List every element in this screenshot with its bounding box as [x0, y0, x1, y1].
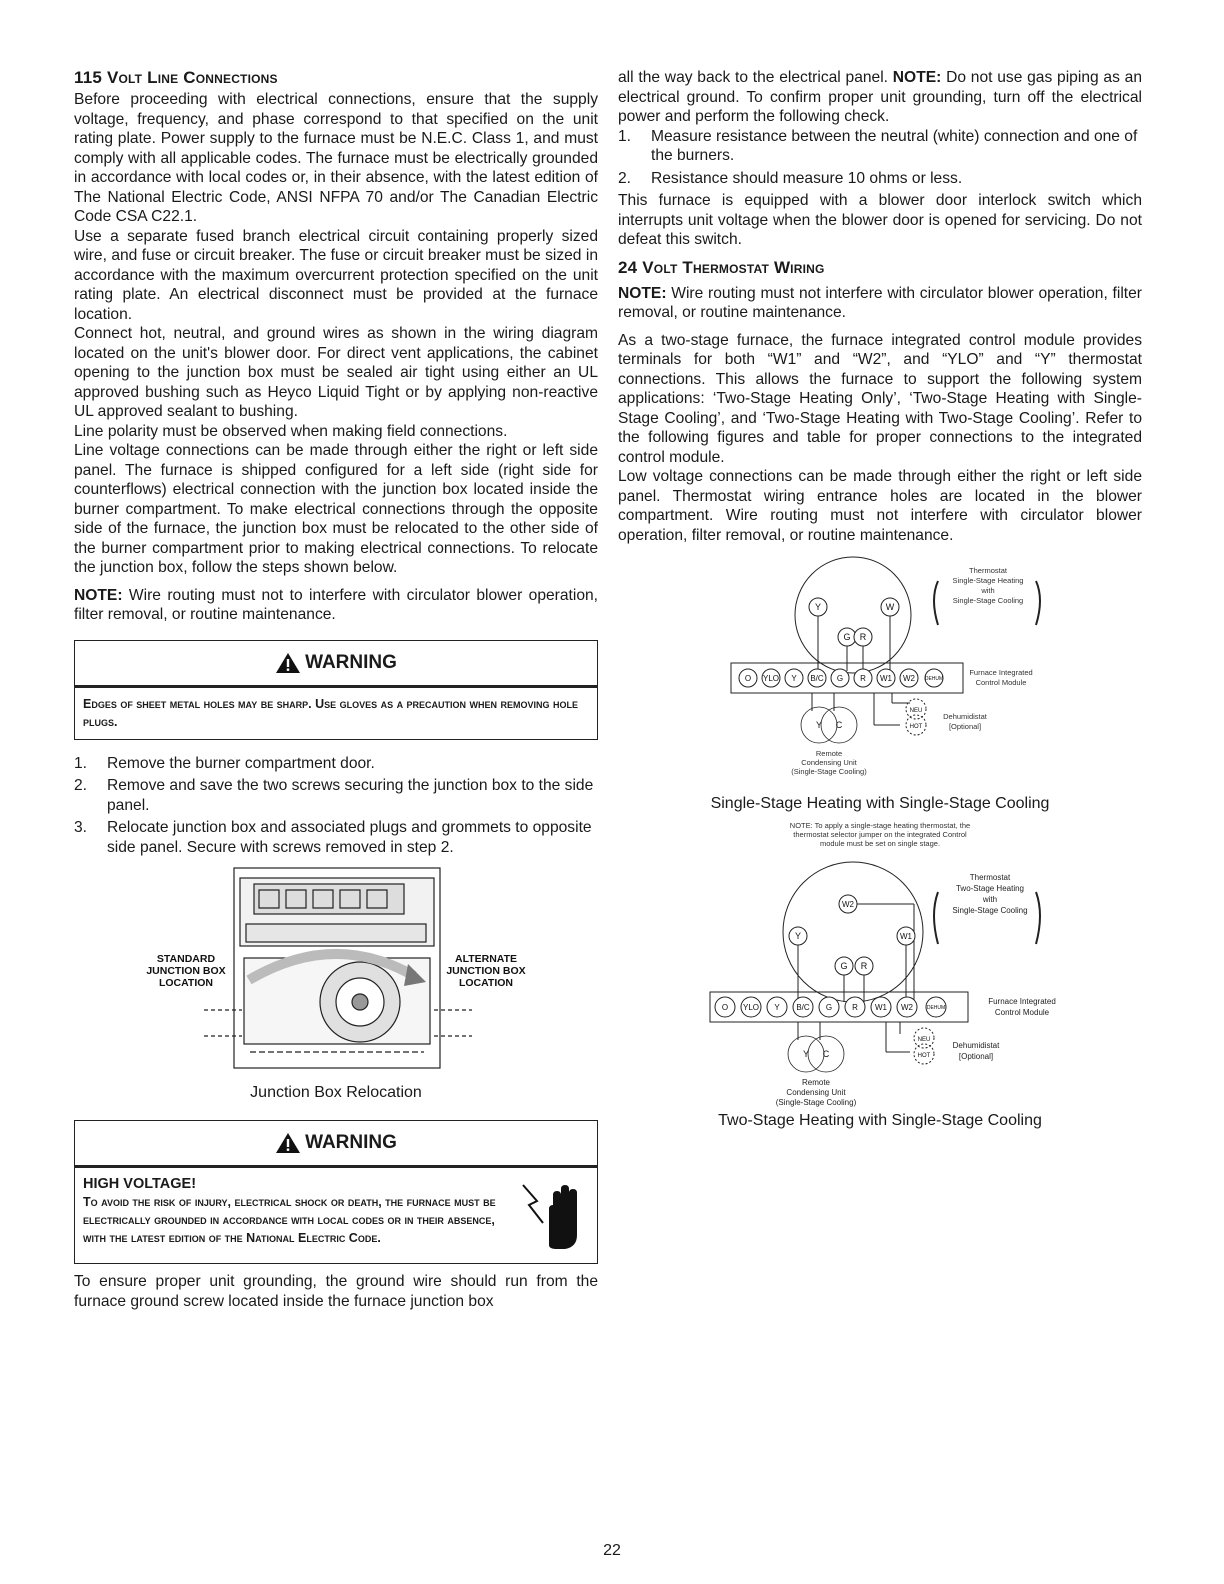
dehumidistat-label: Dehumidistat	[952, 1041, 1000, 1050]
module-terminal: B/C	[810, 674, 824, 683]
paragraph: Connect hot, neutral, and ground wires as shown in the wiring diagram located on the unit's blower door. For direct vent applications, the cabinet opening to the junction box must be sealed air tight using either an UL approved bushing such as Heyco Liquid Tight or by applying non-reactive UL approved sealant to bushing.	[74, 325, 598, 420]
module-terminal: W2	[903, 674, 915, 683]
paragraph: Use a separate fused branch electrical circuit containing properly sized wire, and fuse or circuit breaker. The fuse or circuit breaker must be sized in accordance with the maximum overcurrent protection specified on the unit rating plate. An electrical disconnect must be provided at the furnace location.	[74, 227, 598, 323]
module-label: Control Module	[975, 678, 1027, 687]
electric-shock-hand-icon	[509, 1175, 589, 1255]
remote-terminal: Y	[802, 1049, 810, 1059]
thermostat-label: Single-Stage Heating	[952, 576, 1024, 585]
list-item: 2. Resistance should measure 10 ohms or less.	[618, 169, 963, 187]
paragraph: Low voltage connections can be made through either the right or left side panel. Thermostat wiring entrance holes are located in the blower compartment. Wire routing must not interfere with circulator blower operation, filter removal, or routine maintenance.	[618, 468, 1142, 544]
thermostat-label: Two-Stage Heating	[955, 884, 1025, 893]
thermostat-terminal: W	[885, 602, 895, 612]
note: NOTE: Wire routing must not to interfere with circulator blower operation, filter removal, or routine maintenance.	[74, 586, 598, 623]
wiring-diagram-single-stage	[618, 551, 1142, 795]
warning-box-high-voltage	[74, 1120, 598, 1264]
warning-text: To avoid the risk of injury, electrical shock or death, the furnace must be electrically grounded in accordance with local codes or in their absence, with the latest edition of the National Electric Code.	[83, 1195, 496, 1245]
furnace-illustration	[204, 868, 472, 1068]
diagram-note: NOTE: To apply a single-stage heating thermostat, the thermostat selector jumper on the integrated Control module must be set on single stage.	[789, 821, 971, 848]
thermostat-terminal: Y	[794, 931, 802, 941]
module-terminal: G	[836, 674, 844, 683]
module-label: Furnace Integrated	[988, 997, 1056, 1006]
thermostat-label: Thermostat	[969, 566, 1007, 575]
module-terminal: YLO	[762, 674, 780, 683]
note: NOTE: Wire routing must not interfere with circulator blower operation, filter removal, or routine maintenance.	[618, 284, 1142, 321]
dehum-terminal: NEU	[917, 1037, 931, 1043]
figure-caption: Two-Stage Heating with Single-Stage Cooling	[718, 1112, 1042, 1129]
module-terminal: W1	[875, 1003, 887, 1012]
label-alternate: LOCATION	[458, 977, 514, 989]
figure-caption: Single-Stage Heating with Single-Stage Cooling	[710, 795, 1050, 812]
wiring-diagram-two-stage	[618, 852, 1142, 1112]
remote-terminal: C	[822, 1049, 830, 1059]
dehumidistat-label: Dehumidistat	[943, 712, 987, 721]
remote-label: (Single-Stage Cooling)	[791, 767, 867, 776]
label-standard: LOCATION	[158, 977, 214, 989]
remote-label: Remote	[815, 749, 843, 758]
module-terminal: W2	[901, 1003, 913, 1012]
paragraph: To ensure proper unit grounding, the ground wire should run from the furnace ground screw located inside the furnace junction box	[74, 1273, 598, 1310]
thermostat-label: Thermostat	[969, 873, 1011, 882]
label-standard: JUNCTION BOX	[146, 965, 226, 977]
dehumidistat-label: [Optional]	[948, 722, 982, 731]
dehum-terminal: NEU	[909, 708, 923, 714]
warning-text: Edges of sheet metal holes may be sharp. Use gloves as a precaution when removing hole plugs.	[83, 696, 578, 729]
right-column	[618, 68, 1142, 1130]
paragraph: As a two-stage furnace, the furnace integrated control module provides terminals for both “W1” and “W2”, and “YLO” and “Y” thermostat connections. This allows the furnace to support the following system applications: ‘Two-Stage Heating Only’, ‘Two-Stage Heating with Single-Stage Cooling’, and ‘Two-Stage Heating with Two-Stage Cooling’. Refer to the following figures and table for proper connections to the integrated control module.	[618, 331, 1142, 466]
warning-triangle-icon	[275, 1132, 301, 1154]
module-label: Furnace Integrated	[969, 668, 1033, 677]
dehum-terminal: HOT	[917, 1053, 931, 1059]
paragraph: Line polarity must be observed when making field connections.	[74, 422, 508, 440]
module-terminal: B/C	[796, 1003, 810, 1012]
warning-heading: HIGH VOLTAGE!	[83, 1176, 197, 1192]
left-column	[74, 68, 598, 1311]
list-item: 2. Remove and save the two screws securing the junction box to the side panel.	[74, 777, 594, 814]
module-terminal: Y	[774, 1003, 780, 1012]
remote-label: Condensing Unit	[786, 1088, 846, 1097]
paragraph: all the way back to the electrical panel. NOTE: Do not use gas piping as an electrical ground. To confirm proper unit grounding, turn off the electrical power and perform the following check.	[618, 69, 1143, 125]
module-terminal: R	[860, 674, 866, 683]
module-label: Control Module	[994, 1008, 1050, 1017]
thermostat-label: with	[981, 586, 995, 595]
warning-header: WARNING	[75, 641, 597, 688]
list-item: 1. Measure resistance between the neutral (white) connection and one of the burners.	[618, 127, 1138, 164]
warning-box-sharp-edges	[74, 640, 598, 740]
module-terminal: R	[852, 1003, 858, 1012]
thermostat-terminal: R	[860, 961, 868, 971]
module-terminal: W1	[880, 674, 892, 683]
relocation-steps	[74, 754, 598, 858]
section-heading-24v: 24 Volt Thermostat Wiring	[618, 257, 825, 277]
paragraph: This furnace is equipped with a blower door interlock switch which interrupts unit voltage when the blower door is opened for servicing. Do not defeat this switch.	[618, 192, 1142, 248]
remote-terminal: Y	[815, 720, 823, 730]
thermostat-label: with	[982, 895, 998, 904]
module-terminal: O	[744, 674, 752, 683]
junction-box-figure	[74, 860, 598, 1082]
warning-header: WARNING	[75, 1121, 597, 1168]
dehum-terminal: HOT	[909, 724, 923, 730]
module-terminal: DEHUM	[926, 1005, 946, 1011]
thermostat-terminal: R	[859, 632, 867, 642]
thermostat-label: Single-Stage Cooling	[952, 596, 1024, 605]
remote-terminal: C	[835, 720, 843, 730]
thermostat-terminal: W2	[842, 900, 854, 909]
thermostat-terminal: W1	[900, 932, 912, 941]
grounding-check-steps	[618, 127, 1142, 189]
module-terminal: YLO	[742, 1003, 760, 1012]
label-alternate: JUNCTION BOX	[446, 965, 526, 977]
remote-label: (Single-Stage Cooling)	[775, 1098, 857, 1107]
module-terminal: G	[825, 1003, 833, 1012]
module-terminal: Y	[791, 674, 797, 683]
figure-caption: Junction Box Relocation	[250, 1084, 422, 1101]
page-number: 22	[603, 1542, 621, 1559]
dehumidistat-label: [Optional]	[958, 1052, 994, 1061]
module-terminal: DEHUM	[924, 676, 944, 682]
label-alternate: ALTERNATE	[454, 953, 518, 965]
remote-label: Condensing Unit	[801, 758, 857, 767]
warning-triangle-icon	[275, 652, 301, 674]
thermostat-terminal: G	[840, 961, 848, 971]
thermostat-terminal: G	[843, 632, 851, 642]
thermostat-terminal: Y	[814, 602, 822, 612]
thermostat-label: Single-Stage Cooling	[952, 906, 1028, 915]
section-heading-115v: 115 Volt Line Connections	[74, 68, 278, 87]
module-terminal: O	[721, 1003, 729, 1012]
remote-label: Remote	[801, 1078, 831, 1087]
label-standard: STANDARD	[156, 953, 216, 965]
paragraph: Before proceeding with electrical connections, ensure that the supply voltage, frequency, and phase correspond to that specified on the unit rating plate. Power supply to the furnace must be N.E.C. Class 1, and must comply with all applicable codes. The furnace must be electrically grounded in accordance with local codes or, in their absence, with the latest edition of The National Electric Code, ANSI NFPA 70 and/or The Canadian Electric Code CSA C22.1.	[74, 91, 598, 225]
list-item: 1. Remove the burner compartment door.	[74, 754, 375, 772]
warning-body	[75, 1168, 597, 1263]
list-item: 3. Relocate junction box and associated plugs and grommets to opposite side panel. Secure with screws removed in step 2.	[74, 819, 592, 856]
paragraph: Line voltage connections can be made through either the right or left side panel. The furnace is shipped configured for a left side (right side for counterflows) electrical connection with the junction box located inside the burner compartment. To make electrical connections through the opposite side of the furnace, the junction box must be relocated to the other side of the burner compartment prior to making electrical connections. To relocate the junction box, follow the steps shown below.	[74, 442, 598, 576]
